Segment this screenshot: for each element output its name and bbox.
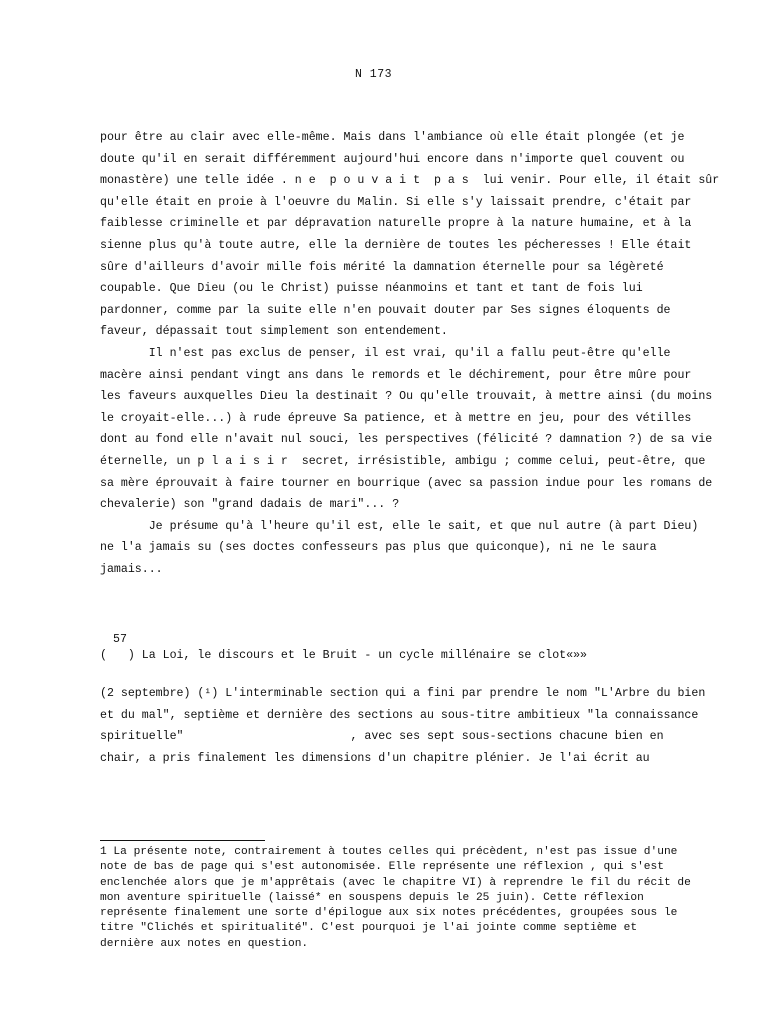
footnote-line: mon aventure spirituelle (laissé* en souspens depuis le 25 juin). Cette réflexion <box>100 891 644 904</box>
text-line: éternelle, un p l a i s i r secret, irrésistible, ambigu ; comme celui, peut-être, que <box>100 454 706 468</box>
text-line: les faveurs auxquelles Dieu la destinait ? Ou qu'elle trouvait, à mettre ainsi (du moins <box>100 390 713 404</box>
footnote-line: 1 La présente note, contrairement à toutes celles qui précèdent, n'est pas issue d'une <box>100 846 678 858</box>
text-line: spirituelle" , avec ses sept sous-sections chacune bien en <box>100 730 664 744</box>
page-number: N 173 <box>355 68 393 81</box>
main-text <box>100 127 740 580</box>
text-line: dont au fond elle n'avait nul souci, les perspectives (félicité ? damnation ?) de sa vie <box>100 433 713 447</box>
text-line: Je présume qu'à l'heure qu'il est, elle le sait, et que nul autre (à part Dieu) <box>100 519 699 533</box>
text-line: sûre d'ailleurs d'avoir mille fois mérité la damnation éternelle pour sa légèreté <box>100 260 664 274</box>
text-line: monastère) une telle idée . n e p o u v a i t p a s lui venir. Pour elle, il était sûr <box>100 174 720 188</box>
text-line: (2 septembre) (¹) L'interminable section qui a fini par prendre le nom "L'Arbre du bien <box>100 687 706 700</box>
footnote <box>100 845 760 952</box>
text-line: chair, a pris finalement les dimensions d'un chapitre plénier. Je l'ai écrit au <box>100 751 650 765</box>
footnote-line: note de bas de page qui s'est autonomisée. Elle représente une réflexion , qui s'est <box>100 861 664 874</box>
text-line: le croyait-elle...) à rude épreuve Sa patience, et à mettre en jeu, pour des vétilles <box>100 411 692 425</box>
section-text <box>100 683 740 769</box>
text-line: chevalerie) son "grand dadais de mari"... ? <box>100 498 400 512</box>
text-line: Il n'est pas exclus de penser, il est vrai, qu'il a fallu peut-être qu'elle <box>100 346 671 360</box>
footnote-line: titre "Clichés et spiritualité". C'est pourquoi je l'ai jointe comme septième et <box>100 922 638 935</box>
section-title: ( ) La Loi, le discours et le Bruit - un cycle millénaire se clot«»» <box>100 649 588 662</box>
section-heading <box>100 632 587 664</box>
footnote-line: enclenchée alors que je m'apprêtais (avec le chapitre VI) à reprendre le fil du récit de <box>100 876 691 889</box>
section-number: 57 <box>113 633 127 646</box>
footnote-line: dernière aux notes en question. <box>100 937 309 950</box>
text-line: sa mère éprouvait à faire tourner en bourrique (avec sa passion indue pour les romans de <box>100 476 713 490</box>
text-line: pardonner, comme par la suite elle n'en pouvait douter par Ses signes éloquents de <box>100 303 671 317</box>
footnote-line: représente finalement une sorte d'épilogue aux six notes précédentes, groupées sous le <box>100 907 678 920</box>
text-line: coupable. Que Dieu (ou le Christ) puisse néanmoins et tant et tant de fois lui <box>100 282 643 296</box>
text-line: et du mal", septième et dernière des sections au sous-titre ambitieux "la connaissance <box>100 708 699 722</box>
text-line: pour être au clair avec elle-même. Mais dans l'ambiance où elle était plongée (et je <box>100 131 685 144</box>
text-line: jamais... <box>100 562 163 576</box>
text-line: ne l'a jamais su (ses doctes confesseurs pas plus que quiconque), ni ne le saura <box>100 541 657 555</box>
text-line: faiblesse criminelle et par dépravation naturelle propre à la nature humaine, et à la <box>100 217 692 231</box>
text-line: sienne plus qu'à toute autre, elle la dernière de toutes les pécheresses ! Elle était <box>100 238 692 252</box>
footnote-divider <box>100 840 265 841</box>
text-line: doute qu'il en serait différemment aujourd'hui encore dans n'importe quel couvent ou <box>100 152 685 166</box>
text-line: qu'elle était en proie à l'oeuvre du Malin. Si elle s'y laissait prendre, c'était par <box>100 195 692 209</box>
text-line: macère ainsi pendant vingt ans dans le remords et le déchirement, pour être mûre pour <box>100 368 692 382</box>
text-line: faveur, dépassait tout simplement son entendement. <box>100 325 448 339</box>
